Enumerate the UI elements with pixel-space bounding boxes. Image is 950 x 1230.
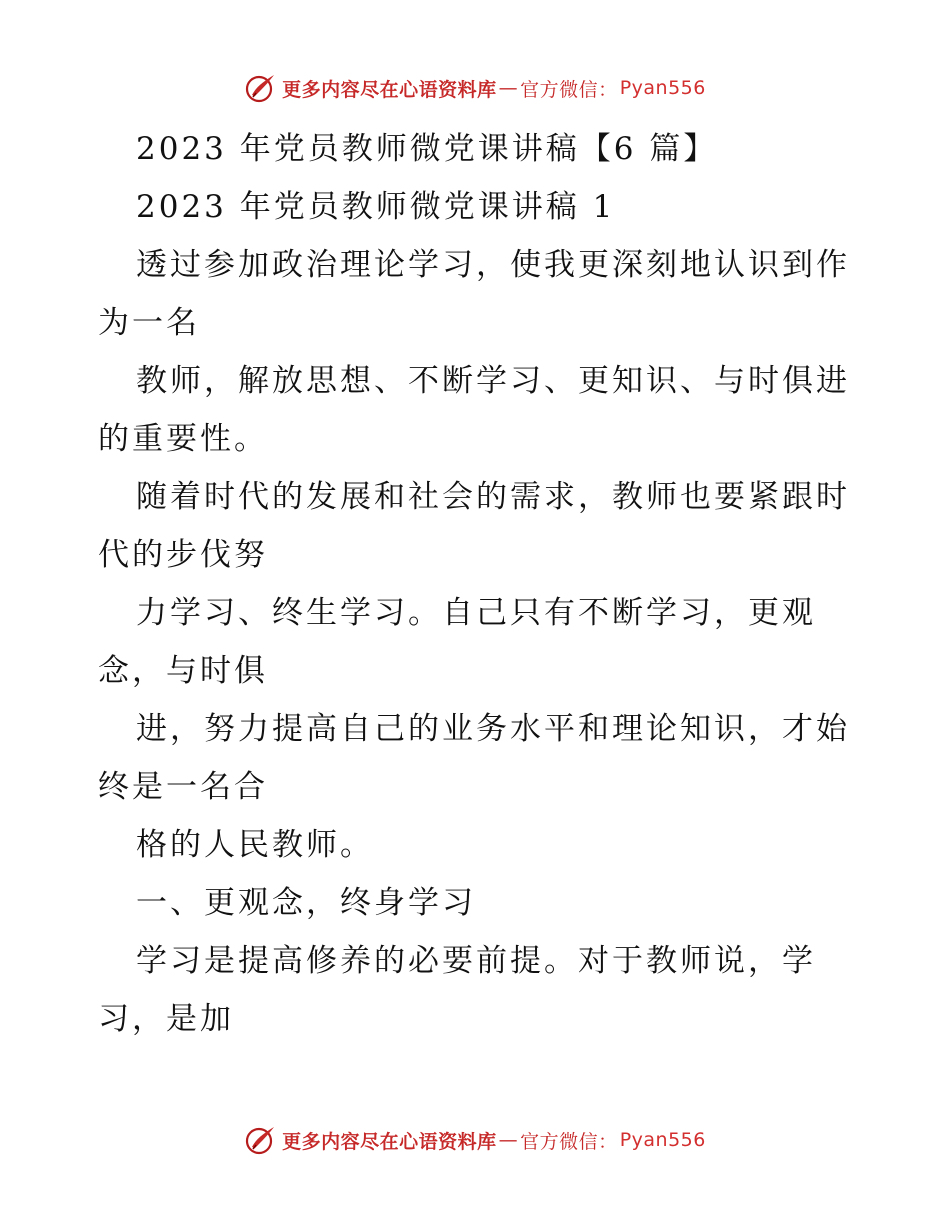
subsection-heading: 一、更观念，终身学习 bbox=[136, 885, 476, 921]
quill-pen-logo-icon bbox=[244, 71, 278, 105]
banner-dash: — bbox=[498, 77, 519, 99]
section-heading: 2023 年党员教师微党课讲稿 1 bbox=[136, 189, 616, 225]
footer-banner bbox=[0, 1120, 950, 1160]
paragraph-line: 代的步伐努 bbox=[98, 537, 268, 573]
paragraph-line: 进，努力提高自己的业务水平和理论知识，才始 bbox=[136, 711, 850, 747]
banner-dash: — bbox=[498, 1129, 519, 1151]
paragraph-line: 念，与时俱 bbox=[98, 653, 268, 689]
paragraph-line: 教师，解放思想、不断学习、更知识、与时俱进 bbox=[136, 363, 850, 399]
document-title: 2023 年党员教师微党课讲稿【6 篇】 bbox=[136, 131, 718, 167]
quill-pen-logo-icon bbox=[244, 1123, 278, 1157]
paragraph-line: 的重要性。 bbox=[98, 421, 268, 457]
banner-main-text: 更多内容尽在心语资料库 bbox=[282, 78, 497, 101]
header-banner bbox=[0, 68, 950, 108]
paragraph-line: 格的人民教师。 bbox=[136, 827, 374, 863]
document-body bbox=[98, 120, 858, 1048]
paragraph-line: 随着时代的发展和社会的需求，教师也要紧跟时 bbox=[136, 479, 850, 515]
banner-main-text: 更多内容尽在心语资料库 bbox=[282, 1130, 497, 1153]
paragraph-line: 习，是加 bbox=[98, 1001, 234, 1037]
banner-wechat-id: Pyan556 bbox=[619, 77, 706, 99]
paragraph-line: 终是一名合 bbox=[98, 769, 268, 805]
paragraph-line: 为一名 bbox=[98, 305, 200, 341]
banner-wechat-label: 官方微信： bbox=[520, 1130, 618, 1153]
banner-wechat-id: Pyan556 bbox=[619, 1129, 706, 1151]
paragraph-line: 透过参加政治理论学习，使我更深刻地认识到作 bbox=[136, 247, 850, 283]
banner-wechat-label: 官方微信： bbox=[520, 78, 618, 101]
paragraph-line: 力学习、终生学习。自己只有不断学习，更观 bbox=[136, 595, 816, 631]
paragraph-line: 学习是提高修养的必要前提。对于教师说，学 bbox=[136, 943, 816, 979]
